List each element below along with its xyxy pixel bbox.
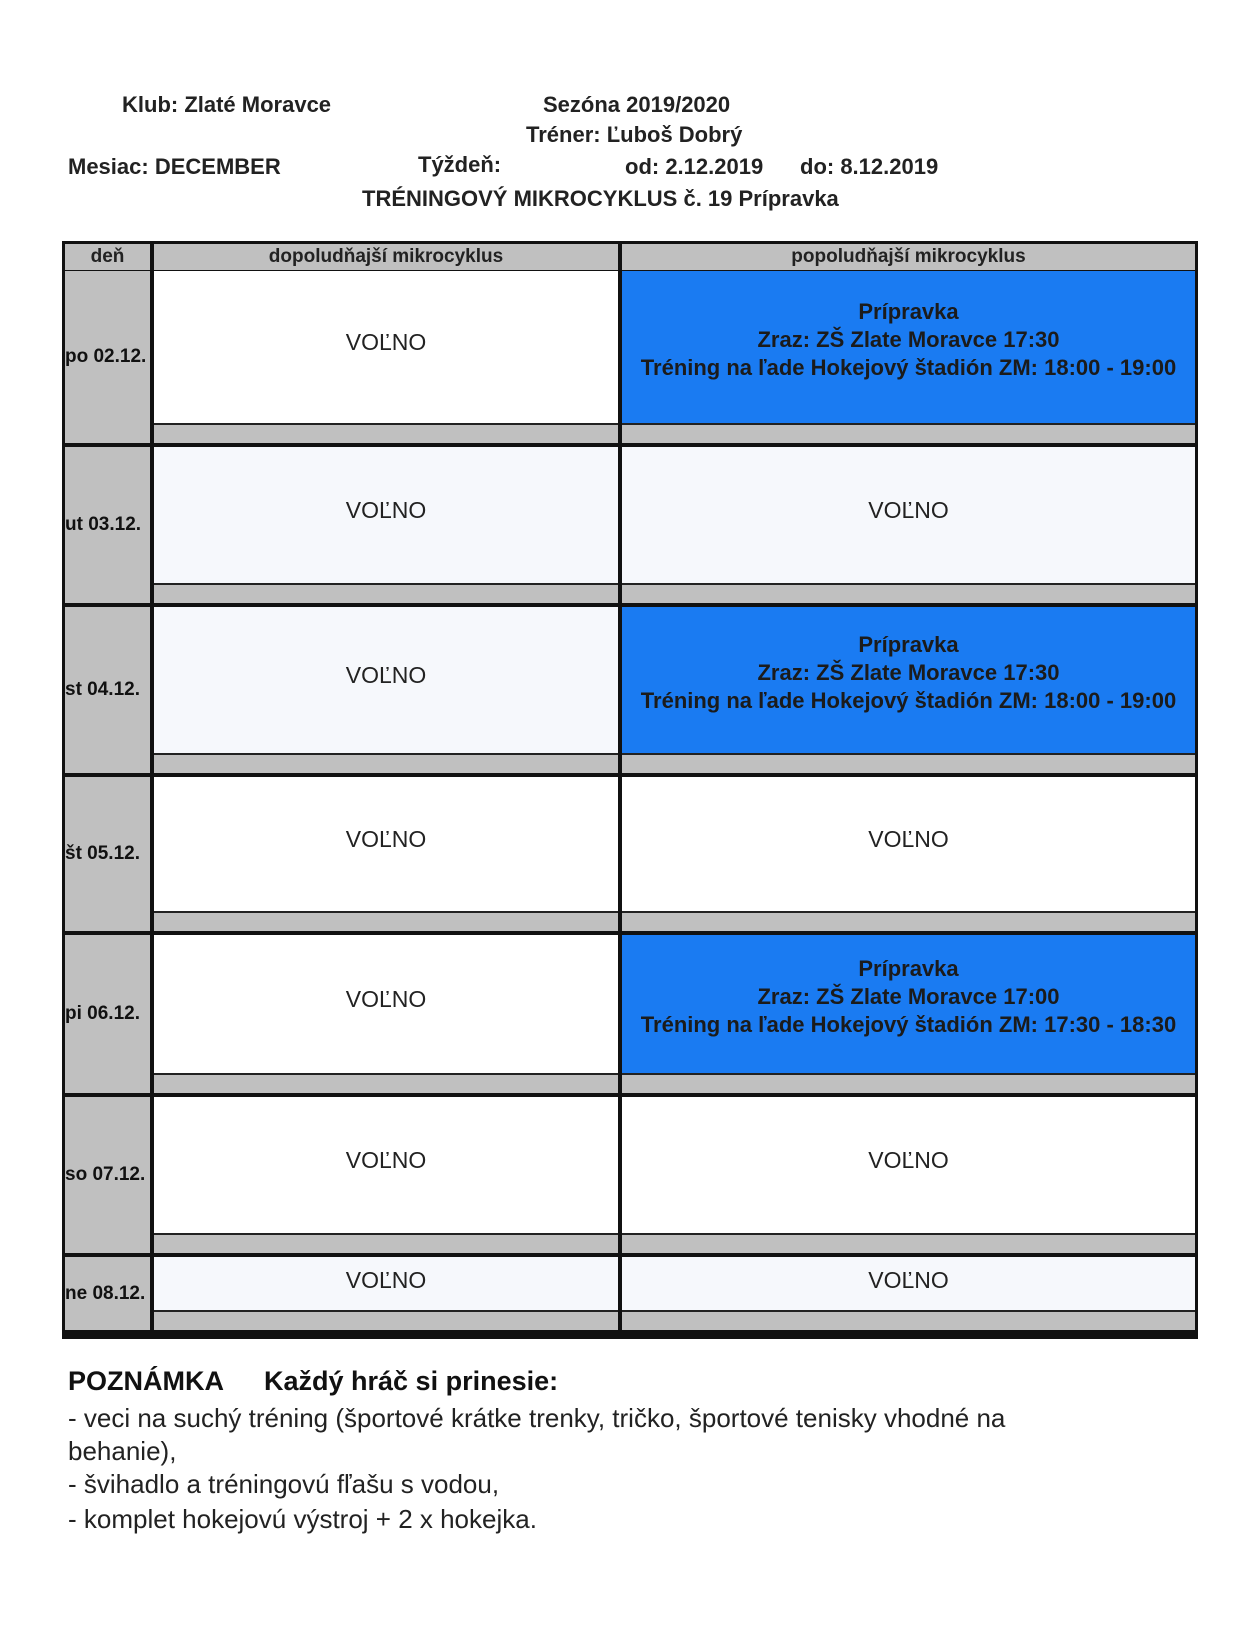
morning-activity: VOĽNO [345, 328, 427, 355]
morning-cell [154, 607, 618, 753]
note-line: behanie), [68, 1436, 177, 1466]
club-label: Klub: Zlaté Moravce [122, 92, 332, 117]
column-header-day: deň [65, 244, 150, 270]
afternoon-cell [622, 1097, 1195, 1233]
row-separator [154, 1233, 618, 1253]
day-label: po 02.12. [65, 346, 147, 367]
day-cell [65, 447, 150, 603]
afternoon-cell [622, 447, 1195, 583]
morning-cell [154, 1257, 618, 1310]
row-separator [154, 583, 618, 603]
day-cell [65, 271, 150, 443]
afternoon-activity: VOĽNO [868, 1146, 949, 1173]
month-label: Mesiac: DECEMBER [68, 154, 281, 179]
training-line: Zraz: ZŠ Zlate Moravce 17:30 [757, 327, 1060, 352]
afternoon-cell [622, 1257, 1195, 1310]
morning-cell [154, 447, 618, 583]
schedule-table [62, 241, 1198, 1339]
day-label: ne 08.12. [65, 1282, 146, 1304]
training-line: Prípravka [858, 632, 959, 657]
note-line: - komplet hokejovú výstroj + 2 x hokejka. [68, 1504, 537, 1534]
column-header-morning: dopoludňajší mikrocyklus [154, 244, 618, 270]
training-line: Zraz: ZŠ Zlate Moravce 17:00 [757, 984, 1060, 1009]
training-line: Tréning na ľade Hokejový štadión ZM: 18:00 - 19:00 [640, 688, 1177, 713]
day-cell [65, 935, 150, 1093]
morning-activity: VOĽNO [345, 825, 427, 852]
morning-cell [154, 777, 618, 911]
day-cell [65, 1257, 150, 1330]
row-separator [622, 1310, 1195, 1330]
row-separator [154, 911, 618, 931]
morning-cell [154, 935, 618, 1073]
coach-label: Tréner: Ľuboš Dobrý [526, 122, 743, 147]
afternoon-training-cell [622, 607, 1195, 753]
week-label: Týždeň: [418, 152, 502, 177]
morning-activity: VOĽNO [345, 661, 427, 688]
row-separator [622, 1073, 1195, 1093]
date-to: do: 8.12.2019 [800, 154, 939, 179]
morning-activity: VOĽNO [345, 1146, 427, 1173]
afternoon-activity: VOĽNO [868, 1267, 949, 1293]
day-label: ut 03.12. [65, 514, 142, 535]
row-separator [622, 423, 1195, 443]
row-separator [622, 583, 1195, 603]
day-label: pi 06.12. [65, 1003, 140, 1024]
row-separator [154, 423, 618, 443]
row-separator [622, 911, 1195, 931]
day-label: so 07.12. [65, 1164, 146, 1185]
note-label: POZNÁMKA [68, 1366, 224, 1396]
training-line: Prípravka [858, 299, 959, 324]
morning-activity: VOĽNO [345, 496, 427, 523]
day-label: st 04.12. [65, 679, 140, 700]
training-line: Prípravka [858, 956, 959, 981]
morning-cell [154, 271, 618, 423]
day-cell [65, 607, 150, 773]
afternoon-activity: VOĽNO [868, 496, 949, 523]
afternoon-activity: VOĽNO [868, 825, 949, 852]
row-separator [622, 1233, 1195, 1253]
row-separator [622, 753, 1195, 773]
morning-activity: VOĽNO [345, 985, 427, 1012]
morning-cell [154, 1097, 618, 1233]
row-separator [154, 1073, 618, 1093]
row-separator [154, 1310, 618, 1330]
afternoon-training-cell [622, 935, 1195, 1073]
date-from: od: 2.12.2019 [625, 154, 764, 179]
note-intro: Každý hráč si prinesie: [264, 1366, 559, 1396]
note-line: - švihadlo a tréningovú fľašu s vodou, [68, 1469, 500, 1499]
afternoon-training-cell [622, 271, 1195, 423]
day-cell [65, 1097, 150, 1253]
note-line: - veci na suchý tréning (športové krátke trenky, tričko, športové tenisky vhodné na [68, 1403, 1006, 1433]
day-cell [65, 777, 150, 931]
season-label: Sezóna 2019/2020 [543, 92, 731, 117]
training-line: Tréning na ľade Hokejový štadión ZM: 18:00 - 19:00 [640, 355, 1177, 380]
note-heading [68, 1366, 558, 1397]
afternoon-cell [622, 777, 1195, 911]
row-separator [154, 753, 618, 773]
morning-activity: VOĽNO [345, 1267, 427, 1293]
training-line: Zraz: ZŠ Zlate Moravce 17:30 [757, 660, 1060, 685]
day-label: št 05.12. [65, 843, 140, 864]
training-line: Tréning na ľade Hokejový štadión ZM: 17:30 - 18:30 [640, 1012, 1177, 1037]
column-header-afternoon: popoludňajší mikrocyklus [622, 244, 1195, 270]
page-title: TRÉNINGOVÝ MIKROCYKLUS č. 19 Prípravka [362, 186, 839, 211]
